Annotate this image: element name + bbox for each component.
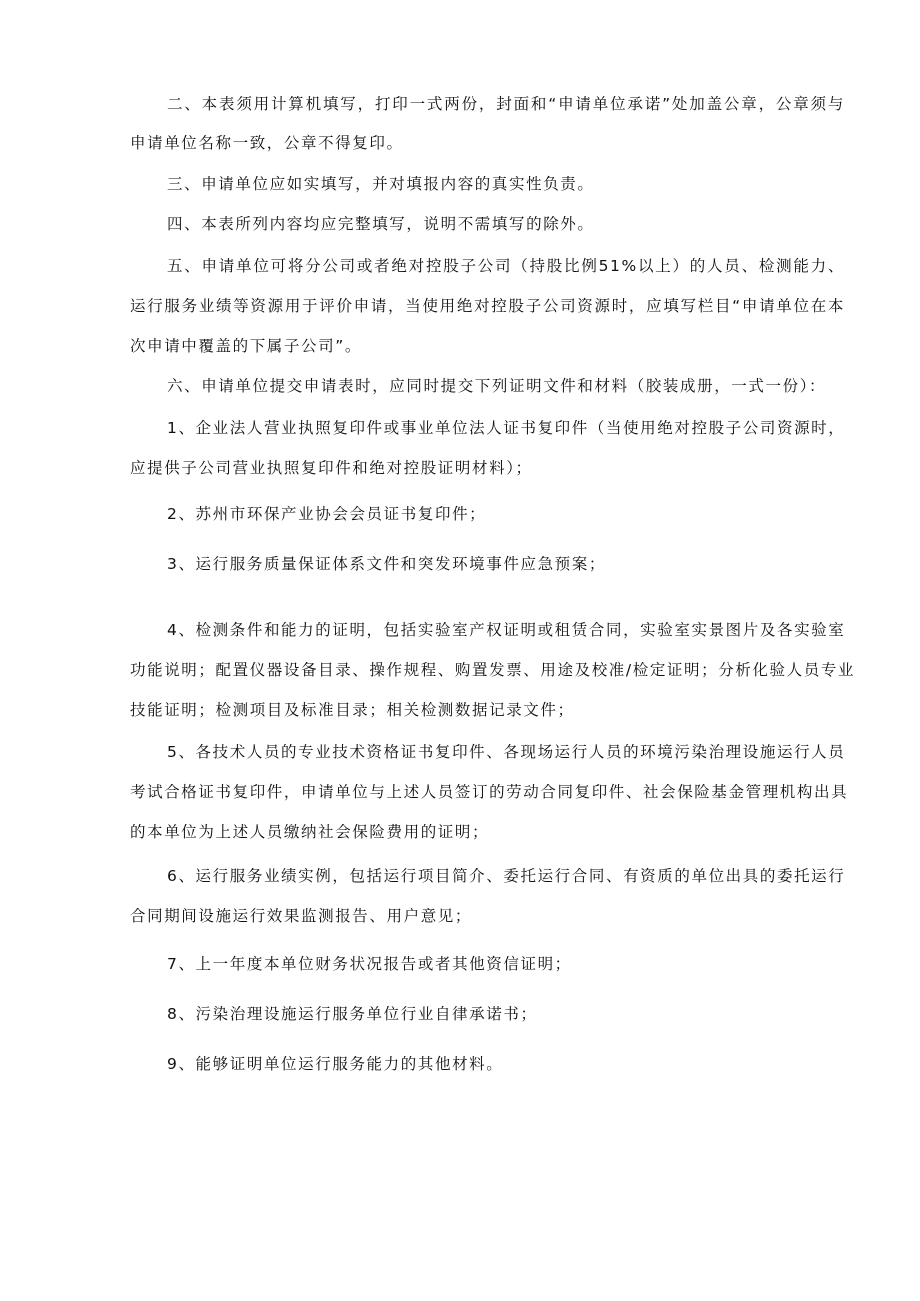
material-8: 8、污染治理设施运行服务单位行业自律承诺书；	[167, 1005, 538, 1023]
material-5-line-1: 5、各技术人员的专业技术资格证书复印件、各现场运行人员的环境污染治理设施运行人员	[167, 743, 846, 761]
material-5-line-2: 考试合格证书复印件，申请单位与上述人员签订的劳动合同复印件、社会保险基金管理机构出具	[130, 783, 849, 801]
item-2-line-1: 二、本表须用计算机填写，打印一式两份，封面和“申请单位承诺”处加盖公章，公章须与	[167, 95, 845, 113]
material-3: 3、运行服务质量保证体系文件和突发环境事件应急预案；	[167, 555, 606, 573]
material-5-line-3: 的本单位为上述人员缴纳社会保险费用的证明；	[130, 823, 490, 841]
material-1-line-1: 1、企业法人营业执照复印件或事业单位法人证书复印件（当使用绝对控股子公司资源时，	[167, 419, 846, 437]
material-2: 2、苏州市环保产业协会会员证书复印件；	[167, 505, 487, 523]
item-6: 六、申请单位提交申请表时，应同时提交下列证明文件和材料（胶装成册，一式一份）：	[167, 377, 827, 395]
material-6-line-1: 6、运行服务业绩实例，包括运行项目简介、委托运行合同、有资质的单位出具的委托运行	[167, 867, 846, 885]
material-9: 9、能够证明单位运行服务能力的其他材料。	[167, 1055, 504, 1073]
material-7: 7、上一年度本单位财务状况报告或者其他资信证明；	[167, 955, 572, 973]
material-4-line-1: 4、检测条件和能力的证明，包括实验室产权证明或租赁合同，实验室实景图片及各实验室	[167, 621, 846, 639]
material-1-line-2: 应提供子公司营业执照复印件和绝对控股证明材料）；	[130, 459, 533, 477]
item-2-line-2: 申请单位名称一致，公章不得复印。	[130, 134, 404, 152]
material-6-line-2: 合同期间设施运行效果监测报告、用户意见；	[130, 907, 473, 925]
item-4: 四、本表所列内容均应完整填写，说明不需填写的除外。	[167, 215, 595, 233]
item-5-line-2: 运行服务业绩等资源用于评价申请，当使用绝对控股子公司资源时，应填写栏目“申请单位在本	[130, 297, 845, 315]
item-5-line-1: 五、申请单位可将分公司或者绝对控股子公司（持股比例51%以上）的人员、检测能力、	[167, 257, 845, 275]
item-3: 三、申请单位应如实填写，并对填报内容的真实性负责。	[167, 175, 595, 193]
item-5-line-3: 次申请中覆盖的下属子公司”。	[130, 337, 362, 355]
material-4-line-3: 技能证明；检测项目及标准目录；相关检测数据记录文件；	[130, 701, 575, 719]
material-4-line-2: 功能说明；配置仪器设备目录、操作规程、购置发票、用途及校准/检定证明；分析化验人员专业	[130, 661, 856, 679]
